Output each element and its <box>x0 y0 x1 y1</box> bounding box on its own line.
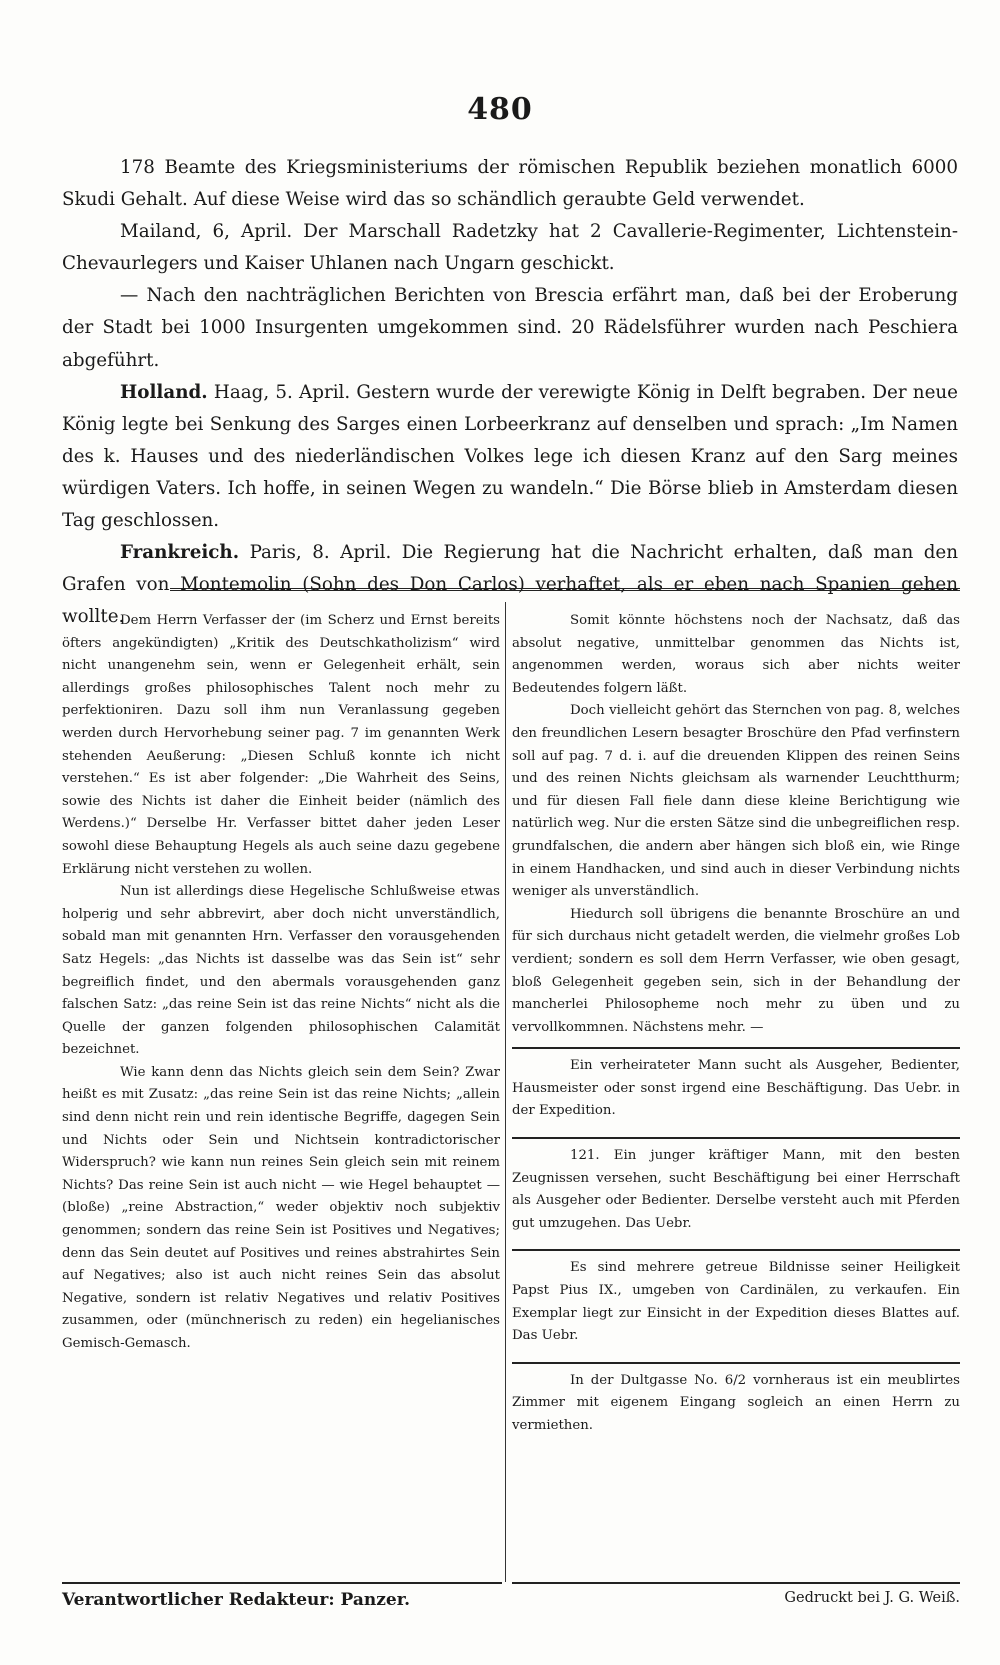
printer-credit: Gedruckt bei J. G. Weiß. <box>512 1582 960 1606</box>
classified-ad <box>512 1362 960 1446</box>
article-paragraph: Dem Herrn Verfasser der (im Scherz und Ernst bereits öfters angekündigten) „Kritik des Deutschkatholizism“ wird nicht unangenehm sein, wenn er Gelegenheit erhält, sein allerdings großes philosophisches Talent noch mehr zu perfektioniren. Dazu soll ihm nun Veranlassung gegeben werden durch Hervorhebung seiner pag. 7 im genannten Werk stehenden Aeußerung: „Diesen Schluß konnte ich nicht verstehen.“ Es ist aber folgender: „Die Wahrheit des Seins, sowie des Nichts ist daher die Einheit beider (nämlich des Werdens.)“ Derselbe Hr. Verfasser bittet daher jeden Leser sowohl diese Behauptung Hegels als auch seine dazu gegebene Erklärung nicht verstehen zu wollen. <box>62 613 500 877</box>
section-heading-france: Frankreich. <box>120 542 240 564</box>
classified-ad <box>512 1047 960 1131</box>
news-section <box>62 152 958 633</box>
ad-text: In der Dultgasse No. 6/2 vornheraus ist ein meublirtes Zimmer mit eigenem Eingang sogleich an einen Herrn zu vermiethen. <box>512 1372 960 1433</box>
news-paragraph-brescia: — Nach den nachträglichen Berichten von Brescia erfährt man, daß bei der Eroberung der Stadt bei 1000 Insurgenten umgekommen sind. 20 Rädelsführer wurden nach Peschiera abgeführt. <box>62 285 958 371</box>
ad-text: 121. Ein junger kräftiger Mann, mit den besten Zeugnissen versehen, sucht Beschäftigung bei einer Herrschaft als Ausgeher oder Bedienter. Derselbe versteht auch mit Pferden gut umzugehen. Das Uebr. <box>512 1148 960 1231</box>
column-divider <box>505 602 506 1582</box>
news-paragraph-milan: Mailand, 6, April. Der Marschall Radetzky hat 2 Cavallerie-Regimenter, Lichtenstein-Chevaurlegers und Kaiser Uhlanen nach Ungarn geschickt. <box>62 221 958 275</box>
article-paragraph: Wie kann denn das Nichts gleich sein dem Sein? Zwar heißt es mit Zusatz: „das reine Sein ist das reine Nichts; „allein sind denn nicht rein und rein identische Begriffe, dagegen Sein und Nichts oder Sein und Nichtsein kontradictorischer Widerspruch? wie kann nun reines Sein gleich sein mit reinem Nichts? Das reine Sein ist auch nicht — wie Hegel behauptet — (bloße) „reine Abstraction,“ weder objektiv noch subjektiv genommen; sondern das reine Sein ist Positives und Negatives; denn das Sein deutet auf Positives und reines abstrahirtes Sein auf Negatives; also ist auch nicht reines Sein das absolut Negative, sondern ist relativ Negatives und relativ Positives zusammen, oder (münchnerisch zu reden) ein hegelianisches Gemisch-Gemasch. <box>62 1064 500 1351</box>
news-text-holland: Haag, 5. April. Gestern wurde der verewigte König in Delft begraben. Der neue König legte bei Senkung des Sarges einen Lorbeerkranz auf denselben und sprach: „Im Namen des k. Hauses und des niederländischen Volkes lege ich diesen Kranz auf den Sarg meines würdigen Vaters. Ich hoffe, in seinen Wegen zu wandeln.“ Die Börse blieb in Amsterdam diesen Tag geschlossen. <box>62 381 958 532</box>
news-paragraph-rome: 178 Beamte des Kriegsministeriums der römischen Republik beziehen monatlich 6000 Skudi Gehalt. Auf diese Weise wird das so schändlich geraubte Geld verwendet. <box>62 157 958 211</box>
left-column <box>62 610 500 1356</box>
article-paragraph: Somit könnte höchstens noch der Nachsatz, daß das absolut negative, unmittelbar genommen das Nichts ist, angenommen werden, woraus sich aber nichts weiter Bedeutendes folgern läßt. <box>512 613 960 696</box>
article-paragraph: Nun ist allerdings diese Hegelische Schlußweise etwas holperig und sehr abbrevirt, aber doch nicht unverständlich, sobald man mit genannten Hrn. Verfasser den vorausgehenden Satz Hegels: „das Nichts ist dasselbe was das Sein ist“ sehr begreiflich findet, und den abermals vorausgehenden ganz falschen Satz: „das reine Sein ist das reine Nichts“ nicht als die Quelle der ganzen folgenden philosophischen Calamität bezeichnet. <box>62 884 500 1058</box>
article-paragraph: Hiedurch soll übrigens die benannte Broschüre an und für sich durchaus nicht getadelt werden, die vielmehr großes Lob verdient; sondern es soll dem Herrn Verfasser, wie oben gesagt, bloß Gelegenheit gegeben sein, sich in der Behandlung der mancherlei Philosopheme noch mehr zu üben und zu vervollkommnen. Nächstens mehr. — <box>512 906 960 1035</box>
ad-text: Es sind mehrere getreue Bildnisse seiner Heiligkeit Papst Pius IX., umgeben von Cardinälen, zu verkaufen. Ein Exemplar liegt zur Einsicht in der Expedition dieses Blattes auf. Das Uebr. <box>512 1260 960 1344</box>
classified-ad <box>512 1249 960 1355</box>
section-heading-holland: Holland. <box>120 381 208 403</box>
news-text-france: Paris, 8. April. Die Regierung hat die Nachricht erhalten, daß man den Grafen von Montemolin (Sohn des Don Carlos) verhaftet, als er eben nach Spanien gehen wollte. <box>62 542 958 628</box>
editor-credit: Verantwortlicher Redakteur: Panzer. <box>62 1582 502 1610</box>
classified-ad <box>512 1137 960 1243</box>
article-paragraph: Doch vielleicht gehört das Sternchen von pag. 8, welches den freundlichen Lesern besagter Broschüre den Pfad verfinstern soll auf pag. 7 d. i. auf die dreuenden Klippen des reinen Seins und des reinen Nichts gleichsam als warnender Leuchtthurm; und für diesen Fall fiele dann diese kleine Berichtigung wie natürlich weg. Nur die ersten Sätze sind die unbegreiflichen resp. grundfalschen, die andern aber hängen sich bloß ein, wie Ringe in einem Handhacken, und sind auch in dieser Verbindung nichts weniger als unverständlich. <box>512 703 960 900</box>
ad-text: Ein verheirateter Mann sucht als Ausgeher, Bedienter, Hausmeister oder sonst irgend eine Beschäftigung. Das Uebr. in der Expedition. <box>512 1058 960 1119</box>
news-paragraph-holland <box>62 377 958 537</box>
right-column <box>512 610 960 1446</box>
page-number: 480 <box>467 92 533 127</box>
section-divider <box>170 588 960 591</box>
